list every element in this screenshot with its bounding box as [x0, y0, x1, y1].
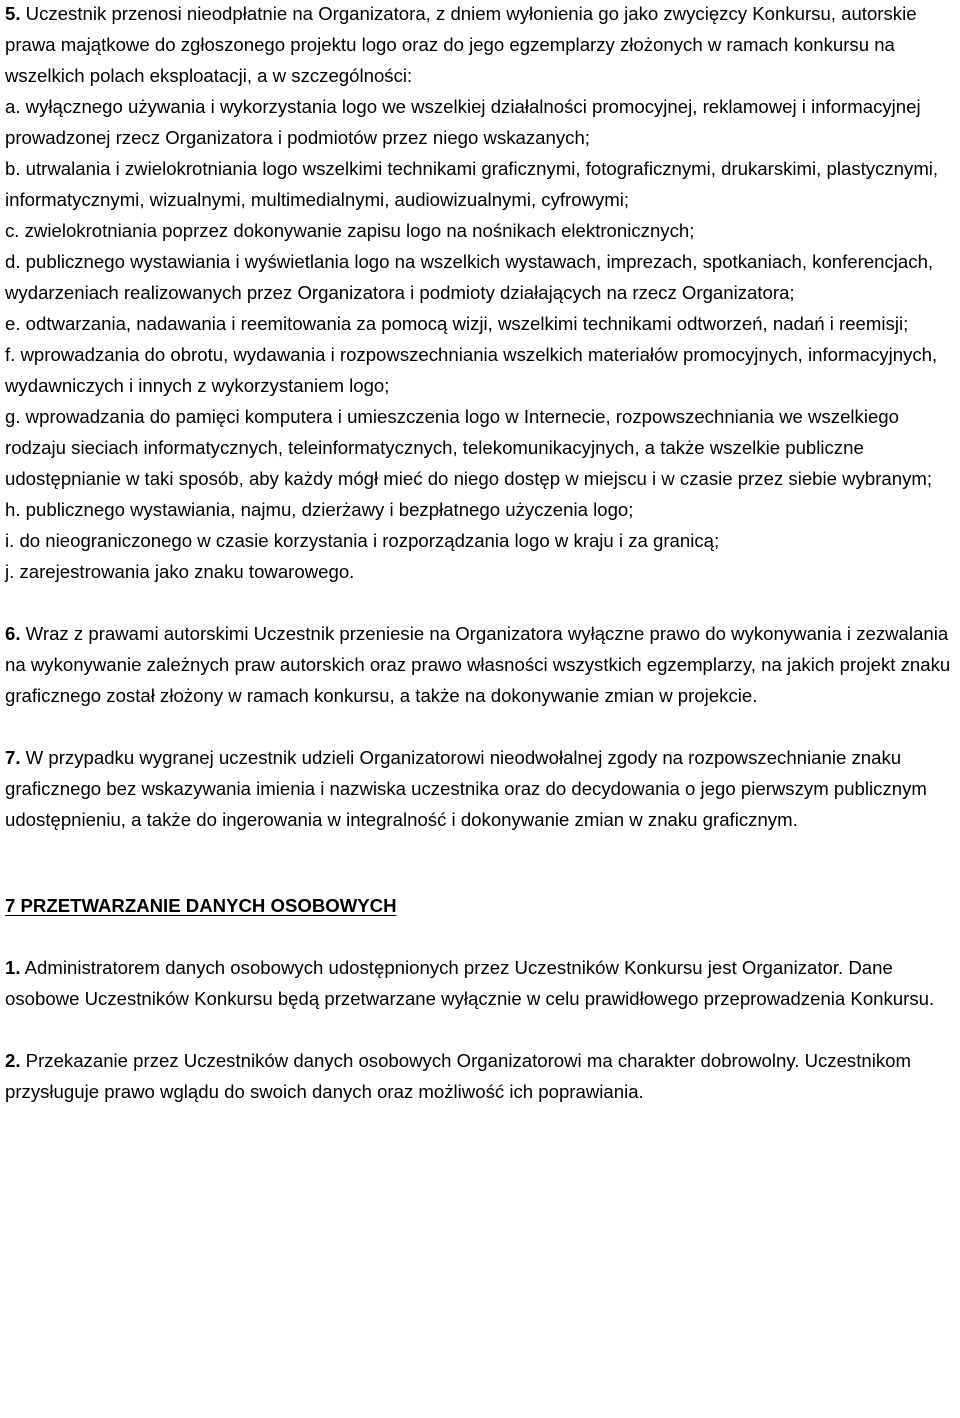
paragraph-number: 5. — [5, 3, 21, 24]
list-item-g: g. wprowadzania do pamięci komputera i umieszczenia logo w Internecie, rozpowszechniania we wszelkiego rodzaju sieciach informatycznych, teleinformatycznych, telekomunikacyjnych, a także wszelkie publiczne udostępnianie w taki sposób, aby każdy mógł mieć do niego dostęp w miejscu i w czasie przez siebie wybranym; — [5, 406, 933, 489]
paragraph-text: W przypadku wygranej uczestnik udzieli Organizatorowi nieodwołalnej zgody na rozpowszechnianie znaku graficznego bez wskazywania imienia i nazwiska uczestnika oraz do decydowania o jego pierwszym publicznym udostępnieniu, a także do ingerowania w integralność i dokonywanie zmian w znaku graficznym. — [5, 747, 927, 830]
list-item-b: b. utrwalania i zwielokrotniania logo wszelkimi technikami graficznymi, fotograficznymi, drukarskimi, plastycznymi, informatycznymi, wizualnymi, multimedialnymi, audiowizualnymi, cyfrowymi; — [5, 158, 939, 210]
spacer — [5, 835, 957, 890]
list-item-a: a. wyłącznego używania i wykorzystania logo we wszelkiej działalności promocyjnej, reklamowej i informacyjnej prowadzonej rzecz Organizatora i podmiotów przez niego wskazanych; — [5, 96, 921, 148]
spacer — [5, 711, 957, 742]
spacer — [5, 1014, 957, 1045]
list-item-c: c. zwielokrotniania poprzez dokonywanie zapisu logo na nośnikach elektronicznych; — [5, 220, 695, 241]
paragraph-number: 1. — [5, 957, 21, 978]
data-paragraph-1 — [5, 952, 957, 1014]
paragraph-number: 2. — [5, 1050, 21, 1071]
paragraph-text: Wraz z prawami autorskimi Uczestnik przeniesie na Organizatora wyłączne prawo do wykonywania i zezwalania na wykonywanie zależnych praw autorskich oraz prawo własności wszystkich egzemplarzy, na jakich projekt znaku graficznego został złożony w ramach konkursu, a także na dokonywanie zmian w projekcie. — [5, 623, 951, 706]
paragraph-number: 6. — [5, 623, 21, 644]
paragraph-number: 7. — [5, 747, 21, 768]
list-item-d: d. publicznego wystawiania i wyświetlania logo na wszelkich wystawach, imprezach, spotkaniach, konferencjach, wydarzeniach realizowanych przez Organizatora i podmioty działających na rzecz Organizatora; — [5, 251, 934, 303]
paragraph-5 — [5, 0, 957, 91]
paragraph-text: Uczestnik przenosi nieodpłatnie na Organizatora, z dniem wyłonienia go jako zwycięzcy Konkursu, autorskie prawa majątkowe do zgłoszonego projektu logo oraz do jego egzemplarzy złożonych w ramach konkursu na wszelkich polach eksploatacji, a w szczególności: — [5, 3, 917, 86]
paragraph-6 — [5, 618, 957, 711]
spacer — [5, 587, 957, 618]
list-item-j: j. zarejestrowania jako znaku towarowego. — [5, 561, 355, 582]
paragraph-7 — [5, 742, 957, 835]
list-item-i: i. do nieograniczonego w czasie korzystania i rozporządzania logo w kraju i za granicą; — [5, 530, 720, 551]
paragraph-text: Administratorem danych osobowych udostępnionych przez Uczestników Konkursu jest Organizator. Dane osobowe Uczestników Konkursu będą przetwarzane wyłącznie w celu prawidłowego przeprowadzenia Konkursu. — [5, 957, 935, 1009]
list-item-h: h. publicznego wystawiania, najmu, dzierżawy i bezpłatnego użyczenia logo; — [5, 499, 634, 520]
document-page — [5, 0, 957, 1107]
list-item-f: f. wprowadzania do obrotu, wydawania i rozpowszechniania wszelkich materiałów promocyjnych, informacyjnych, wydawniczych i innych z wykorzystaniem logo; — [5, 344, 938, 396]
data-paragraph-2 — [5, 1045, 957, 1107]
paragraph-text: Przekazanie przez Uczestników danych osobowych Organizatorowi ma charakter dobrowolny. Uczestnikom przysługuje prawo wglądu do swoich danych oraz możliwość ich poprawiania. — [5, 1050, 911, 1102]
list-item-e: e. odtwarzania, nadawania i reemitowania za pomocą wizji, wszelkimi technikami odtworzeń, nadań i reemisji; — [5, 313, 909, 334]
chapter-heading: 7 PRZETWARZANIE DANYCH OSOBOWYCH — [5, 895, 397, 916]
spacer — [5, 921, 957, 952]
